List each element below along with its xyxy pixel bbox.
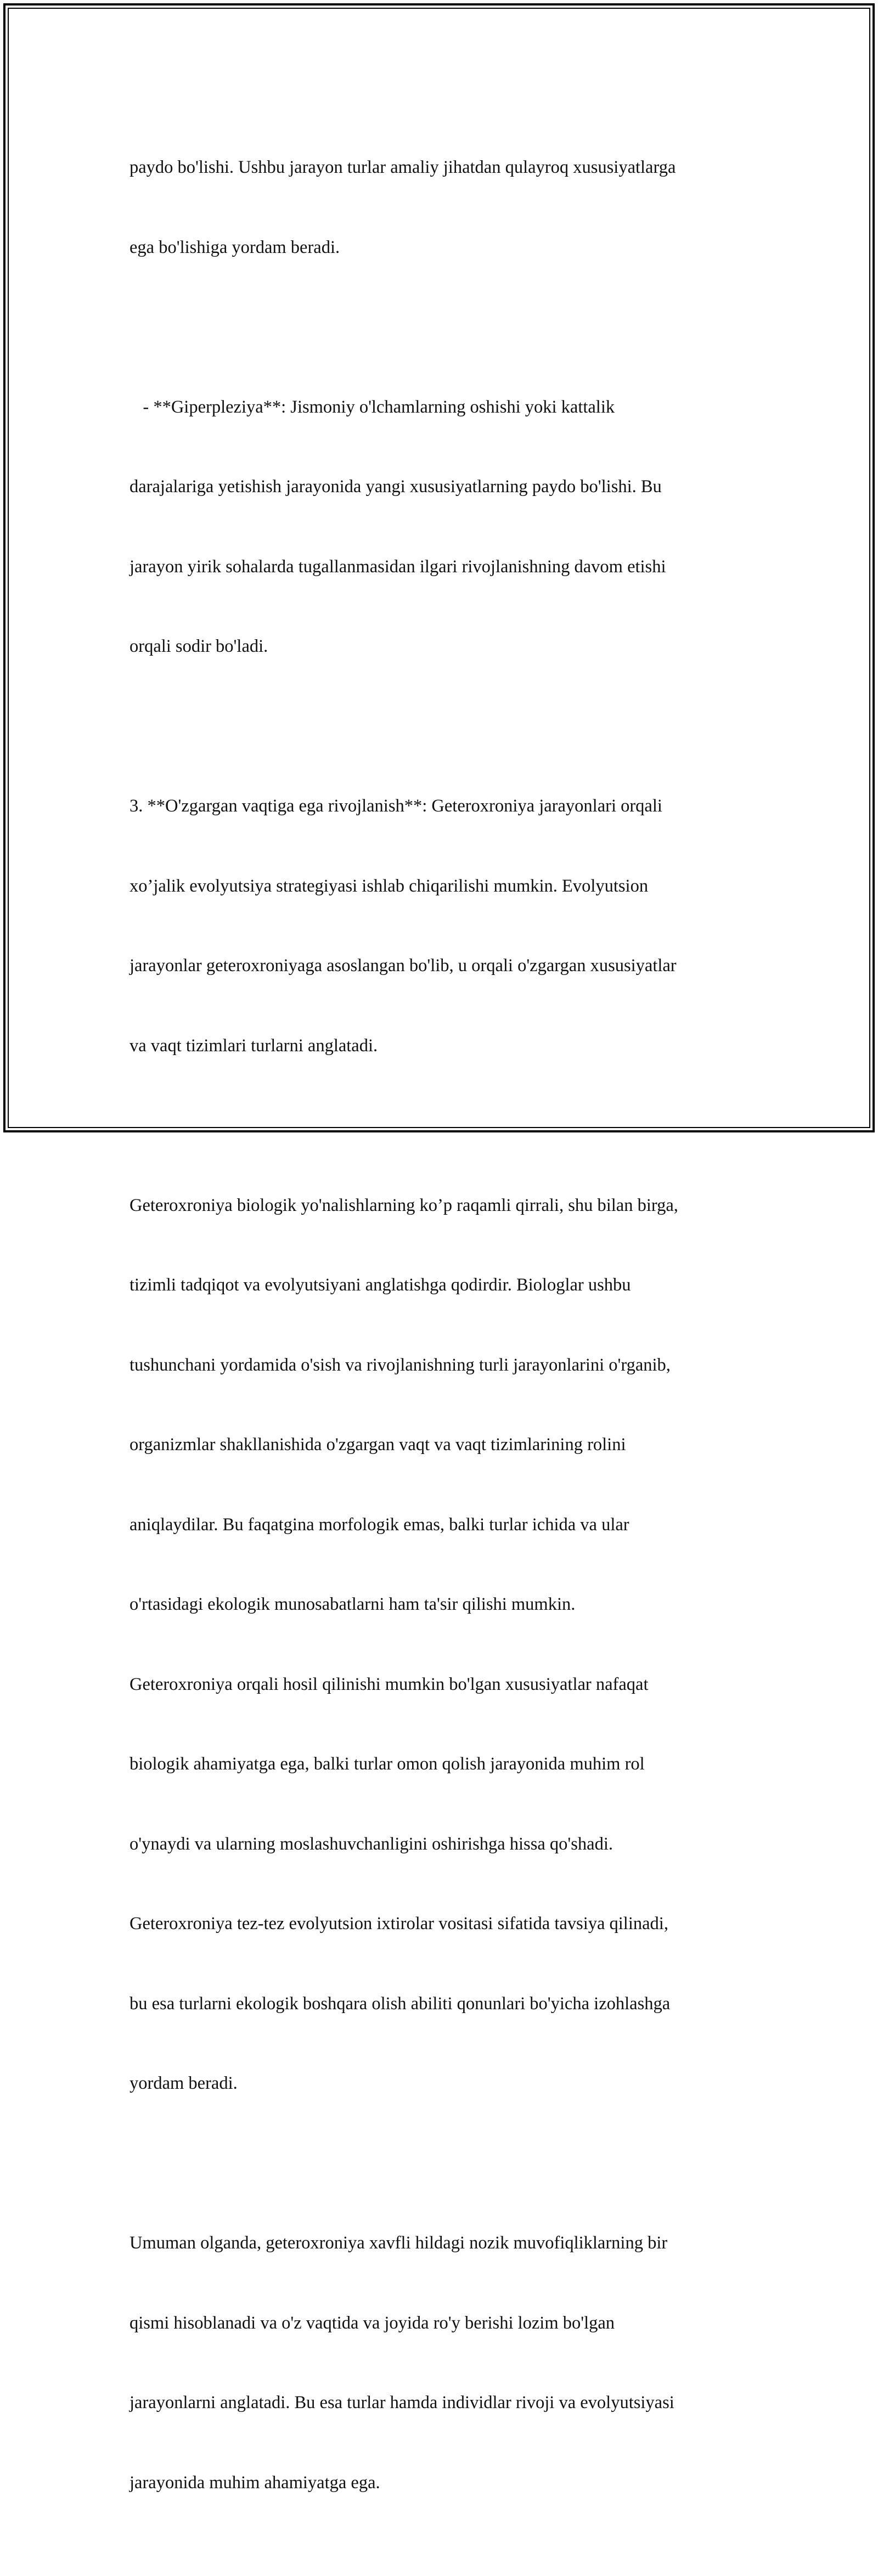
- text-line: o'rtasidagi ekologik munosabatlarni ham ta'sir qilishi mumkin.: [130, 1594, 576, 1614]
- paragraph-2: [130, 341, 755, 713]
- text-line: biologik ahamiyatga ega, balki turlar omon qolish jarayonida muhim rol: [130, 1754, 645, 1774]
- text-line: tizimli tadqiqot va evolyutsiyani anglatishga qodirdir. Biologlar ushbu: [130, 1275, 631, 1295]
- text-line: jarayonida muhim ahamiyatga ega.: [130, 2472, 380, 2493]
- paragraph-1: [130, 101, 755, 314]
- text-line: va vaqt tizimlari turlarni anglatadi.: [130, 1035, 378, 1056]
- paragraph-3: [130, 740, 755, 1112]
- text-line: qismi hisoblanadi va o'z vaqtida va joyida ro'y berishi lozim bo'lgan: [130, 2313, 615, 2333]
- text-line: ega bo'lishiga yordam beradi.: [130, 237, 340, 257]
- text-line: jarayonlar geteroxroniyaga asoslangan bo'lib, u orqali o'zgargan xususiyatlar: [130, 956, 677, 976]
- text-line: Umuman olganda, geteroxroniya xavfli hildagi nozik muvofiqliklarning bir: [130, 2233, 668, 2253]
- text-line: paydo bo'lishi. Ushbu jarayon turlar amaliy jihatdan qulayroq xususiyatlarga: [130, 157, 676, 177]
- text-line: xo’jalik evolyutsiya strategiyasi ishlab chiqarilishi mumkin. Evolyutsion: [130, 876, 649, 896]
- text-line: jarayonlarni anglatadi. Bu esa turlar hamda individlar rivoji va evolyutsiyasi: [130, 2393, 674, 2412]
- text-line: Geteroxroniya biologik yo'nalishlarning ko’p raqamli qirrali, shu bilan birga,: [130, 1195, 678, 1215]
- text-line: darajalariga yetishish jarayonida yangi xususiyatlarning paydo bo'lishi. Bu: [130, 477, 662, 497]
- paragraph-5: [130, 2177, 755, 2549]
- text-line: bu esa turlarni ekologik boshqara olish abiliti qonunlari bo'yicha izohlashga: [130, 1993, 671, 2014]
- document-body: [130, 101, 755, 2576]
- text-line: yordam beradi.: [130, 2073, 238, 2093]
- text-line: Geteroxroniya tez-tez evolyutsion ixtirolar vositasi sifatida tavsiya qilinadi,: [130, 1914, 668, 1934]
- text-line: Geteroxroniya orqali hosil qilinishi mumkin bo'lgan xususiyatlar nafaqat: [130, 1674, 649, 1694]
- text-line: o'ynaydi va ularning moslashuvchanligini oshirishga hissa qo'shadi.: [130, 1834, 613, 1854]
- text-line: jarayon yirik sohalarda tugallanmasidan ilgari rivojlanishning davom etishi: [130, 556, 666, 577]
- text-line: organizmlar shakllanishida o'zgargan vaqt va vaqt tizimlarining rolini: [130, 1435, 626, 1455]
- text-line: 3. **O'zgargan vaqtiga ega rivojlanish**: Geteroxroniya jarayonlari orqali: [130, 796, 662, 816]
- text-line: - **Giperpleziya**: Jismoniy o'lchamlarning oshishi yoki kattalik: [130, 397, 615, 417]
- paragraph-4: [130, 1139, 755, 2150]
- text-line: aniqlaydilar. Bu faqatgina morfologik emas, balki turlar ichida va ular: [130, 1514, 629, 1535]
- text-line: orqali sodir bo'ladi.: [130, 636, 268, 656]
- text-line: tushunchani yordamida o'sish va rivojlanishning turli jarayonlarini o'rganib,: [130, 1355, 671, 1375]
